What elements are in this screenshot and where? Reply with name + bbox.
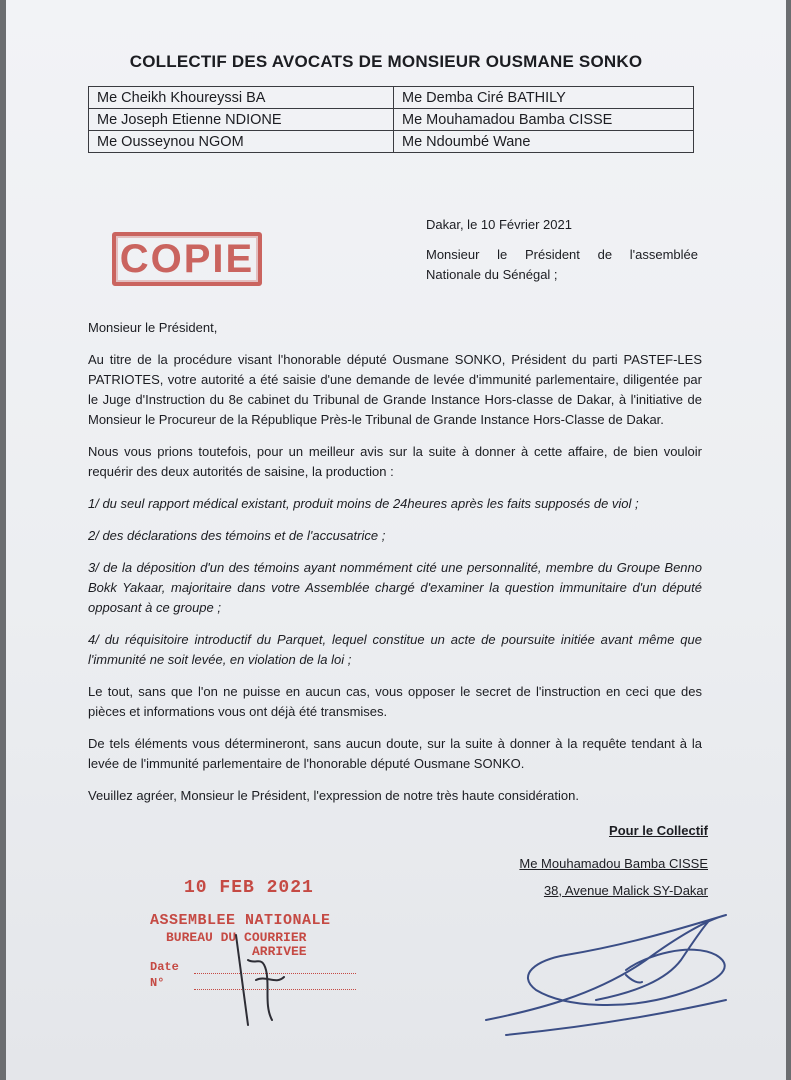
- table-row: [89, 87, 694, 109]
- signature-block: [519, 823, 708, 898]
- paragraph: Le tout, sans que l'on ne puisse en aucun cas, vous opposer le secret de l'instruction en ceci que des pièces et informations vous ont déjà été transmises.: [88, 684, 702, 719]
- lawyer-name: Me Cheikh Khoureyssi BA: [89, 87, 394, 109]
- paragraph: Nous vous prions toutefois, pour un meilleur avis sur la suite à donner à cette affaire, de bien vouloir requérir des deux autorités de saisine, la production :: [88, 444, 702, 479]
- initials-mark: [226, 925, 296, 1035]
- stamp-number-label: N°: [150, 976, 165, 990]
- signature: [476, 900, 766, 1050]
- table-row: [89, 109, 694, 131]
- signer-name: Me Mouhamadou Bamba CISSE: [519, 856, 708, 871]
- recipient-address: [426, 245, 698, 285]
- request-item: 4/ du réquisitoire introductif du Parquet, lequel constitue un acte de poursuite initiée avant même que l'immunité ne soit levée, en violation de la loi ;: [88, 632, 702, 667]
- stamp-line: ASSEMBLEE NATIONALE: [150, 912, 331, 929]
- stamp-line: ARRIVEE: [252, 944, 307, 959]
- letter-page: [6, 0, 786, 1080]
- recipient-line: Nationale du Sénégal ;: [426, 267, 558, 282]
- request-item: 3/ de la déposition d'un des témoins ayant nommément cité une personnalité, membre du Groupe Benno Bokk Yakaar, majoritaire dans votre Assemblée chargé d'examiner la question immunitaire d'un député opposant à ce groupe ;: [88, 560, 702, 615]
- lawyer-name: Me Demba Ciré BATHILY: [394, 87, 694, 109]
- lawyer-name: Me Joseph Etienne NDIONE: [89, 109, 394, 131]
- stamp-line: BUREAU DU COURRIER: [166, 930, 307, 945]
- place-date: Dakar, le 10 Février 2021: [426, 217, 572, 232]
- lawyer-name: Me Ousseynou NGOM: [89, 131, 394, 153]
- lawyers-table: [88, 86, 694, 153]
- signer-group: Pour le Collectif: [609, 823, 708, 838]
- stamp-date-label: Date: [150, 960, 179, 974]
- lawyer-name: Me Ndoumbé Wane: [394, 131, 694, 153]
- paragraph: De tels éléments vous détermineront, sans aucun doute, sur la suite à donner à la requête tendant à la levée de l'immunité parlementaire de l'honorable député Ousmane SONKO.: [88, 736, 702, 771]
- letterhead-title: COLLECTIF DES AVOCATS DE MONSIEUR OUSMANE SONKO: [129, 52, 643, 71]
- closing-formula: Veuillez agréer, Monsieur le Président, l'expression de notre très haute considération.: [88, 788, 579, 803]
- request-item: 2/ des déclarations des témoins et de l'accusatrice ;: [88, 528, 386, 543]
- paragraph: Au titre de la procédure visant l'honorable député Ousmane SONKO, Président du parti PASTEF-LES PATRIOTES, votre autorité a été saisie d'une demande de levée d'immunité parlementaire, diligentée par le Juge d'Instruction du 8e cabinet du Tribunal de Grande Instance Hors-classe de Dakar, à l'initiative de Monsieur le Procureur de la République Près-le Tribunal de Grande Instance Hors-Classe de Dakar.: [88, 352, 702, 427]
- letter-body: [88, 318, 702, 818]
- signer-address: 38, Avenue Malick SY-Dakar: [543, 883, 708, 898]
- stamp-date: 10 FEB 2021: [184, 878, 314, 898]
- recipient-line: Monsieur le Président de l'assemblée: [426, 247, 698, 262]
- request-item: 1/ du seul rapport médical existant, produit moins de 24heures après les faits supposés de viol ;: [88, 496, 639, 511]
- salutation: Monsieur le Président,: [88, 320, 218, 335]
- table-row: [89, 131, 694, 153]
- lawyer-name: Me Mouhamadou Bamba CISSE: [394, 109, 694, 131]
- copie-stamp: COPIE: [112, 232, 262, 286]
